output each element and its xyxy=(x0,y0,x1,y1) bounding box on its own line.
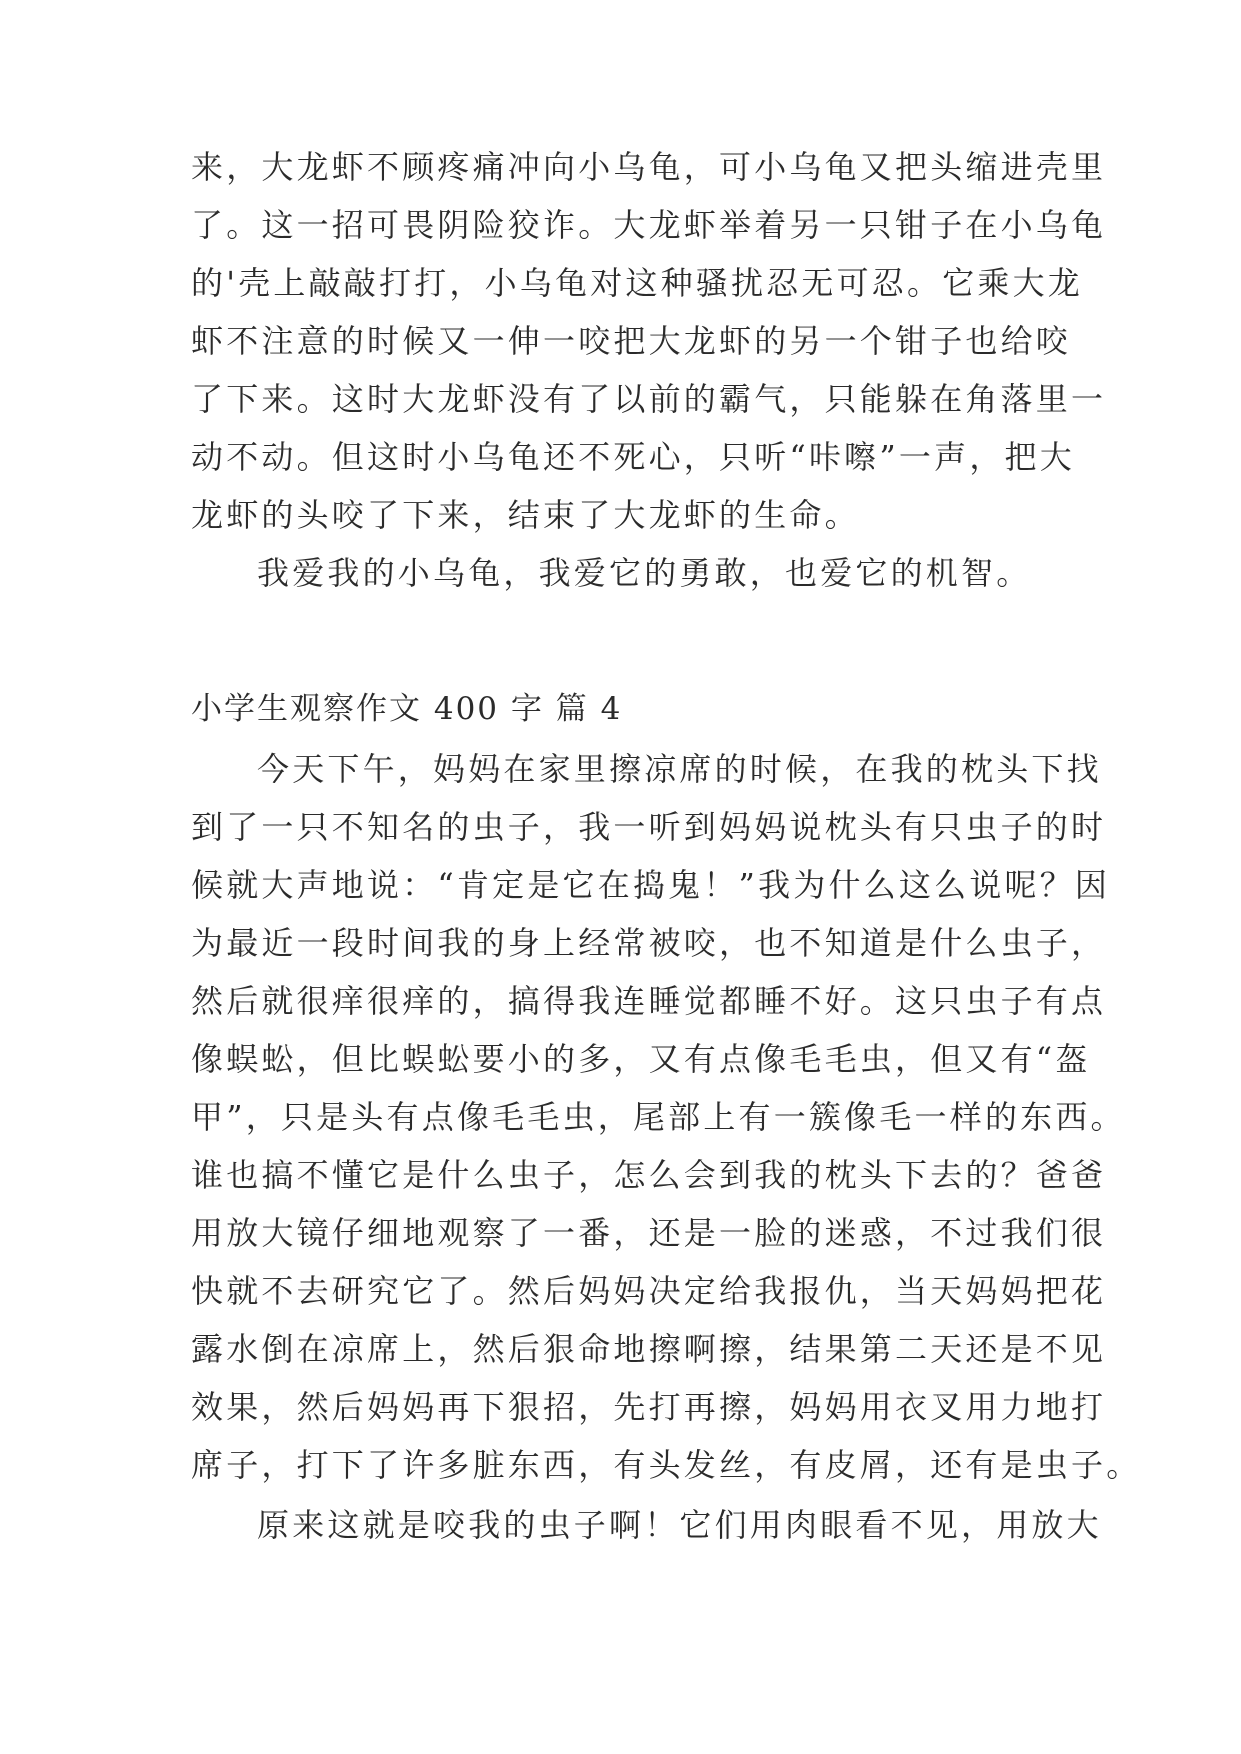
text-line: 我爱我的小乌龟，我爱它的勇敢，也爱它的机智。 xyxy=(257,554,1032,592)
text-line: 席子，打下了许多脏东西，有头发丝，有皮屑，还有是虫子。 xyxy=(191,1446,1142,1484)
paragraph-1 xyxy=(191,740,1142,1494)
text-line: 候就大声地说：“肯定是它在捣鬼！”我为什么这么说呢？因 xyxy=(191,866,1111,904)
text-line: 快就不去研究它了。然后妈妈决定给我报仇，当天妈妈把花 xyxy=(191,1272,1107,1310)
text-line: 用放大镜仔细地观察了一番，还是一脸的迷惑，不过我们很 xyxy=(191,1214,1107,1252)
continued-paragraph xyxy=(191,138,1107,544)
text-line: 了下来。这时大龙虾没有了以前的霸气，只能躲在角落里一 xyxy=(191,380,1107,418)
text-line: 然后就很痒很痒的，搞得我连睡觉都睡不好。这只虫子有点 xyxy=(191,982,1107,1020)
text-line: 像蜈蚣，但比蜈蚣要小的多，又有点像毛毛虫，但又有“盔 xyxy=(191,1040,1091,1078)
text-line: 来，大龙虾不顾疼痛冲向小乌龟，可小乌龟又把头缩进壳里 xyxy=(191,148,1107,186)
text-line: 虾不注意的时候又一伸一咬把大龙虾的另一个钳子也给咬 xyxy=(191,322,1072,360)
text-line: 甲”，只是头有点像毛毛虫，尾部上有一簇像毛一样的东西。 xyxy=(191,1098,1126,1136)
section-heading: 小学生观察作文 400 字 篇 4 xyxy=(191,691,623,727)
text-line: 今天下午，妈妈在家里擦凉席的时候，在我的枕头下找 xyxy=(257,750,1102,788)
text-line: 的'壳上敲敲打打，小乌龟对这种骚扰忍无可忍。它乘大龙 xyxy=(191,264,1083,302)
text-line: 为最近一段时间我的身上经常被咬，也不知道是什么虫子， xyxy=(191,924,1107,962)
text-line: 龙虾的头咬了下来，结束了大龙虾的生命。 xyxy=(191,496,860,534)
text-line: 露水倒在凉席上，然后狠命地擦啊擦，结果第二天还是不见 xyxy=(191,1330,1107,1368)
text-line: 效果，然后妈妈再下狠招，先打再擦，妈妈用衣叉用力地打 xyxy=(191,1388,1107,1426)
text-line: 谁也搞不懂它是什么虫子，怎么会到我的枕头下去的？爸爸 xyxy=(191,1156,1107,1194)
text-line: 到了一只不知名的虫子，我一听到妈妈说枕头有只虫子的时 xyxy=(191,808,1107,846)
text-line: 了。这一招可畏阴险狡诈。大龙虾举着另一只钳子在小乌龟 xyxy=(191,206,1107,244)
closing-paragraph xyxy=(191,544,1051,602)
text-line: 动不动。但这时小乌龟还不死心，只听“咔嚓”一声，把大 xyxy=(191,438,1075,476)
paragraph-2 xyxy=(191,1496,1102,1554)
text-line: 原来这就是咬我的虫子啊！它们用肉眼看不见，用放大 xyxy=(257,1506,1102,1544)
